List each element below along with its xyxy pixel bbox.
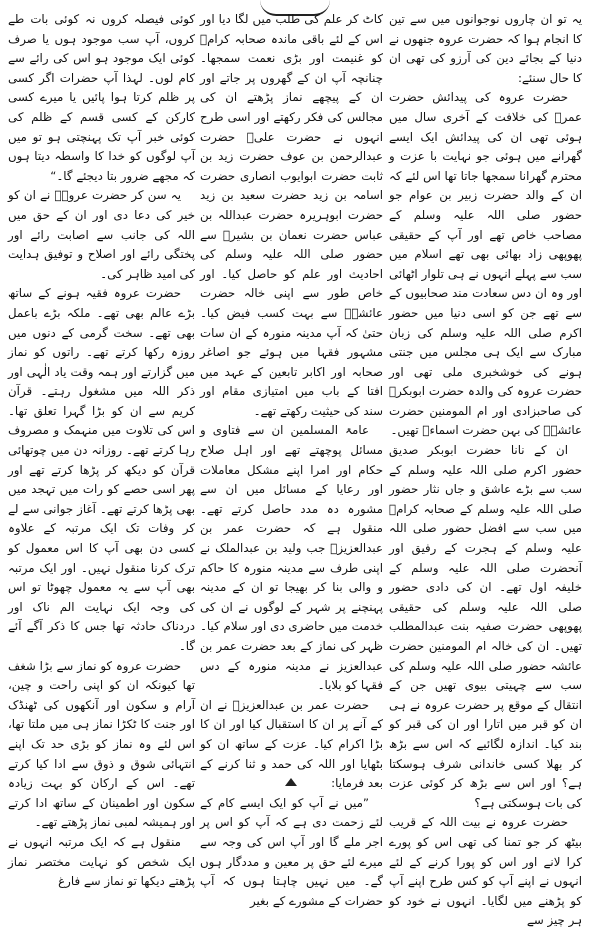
paragraph: حضرت عروہ کو نماز سے بڑا شغف تھا کیونکہ ان کو اپنی راحت و چین، آرام و سکون اور آنکھوں کی ٹھنڈک اور جنت کا ٹکڑا نماز ہی میں ملتا تھا، اس لئے وہ نماز کو بڑی حد تک اپنے انتہائی شوق و ذوق سے ادا کیا کرتے تھے۔ اس کے ارکان کو بہت زیادہ سکون اور اطمینان کے ساتھ ادا کرتے اور ہمیشہ لمبی نماز پڑھتے تھے۔ xyxy=(8,658,195,830)
text-column-right xyxy=(389,10,582,928)
paragraph: حضرت عروہ نے بیت اللہ کے قریب بیٹھ کر جو تمنا کی تھی اس کو پورے کرا لانے اور اس کو پورا کرنے کے لئے انہوں نے اپنے آپ کو کس طرح اپنے آپ کو پڑھنے میں لگایا۔ انہوں نے خود کو ہر چیز سے xyxy=(389,815,582,928)
paragraph: منقول ہے کہ ایک مرتبہ انہوں نے ایک شخص کو نہایت مختصر نماز پڑھتے دیکھا تو نماز سے فارغ xyxy=(8,834,195,889)
paragraph: عامۃ المسلمین ان سے فتاوی و مسائل پوچھتے تھے اور اہل صلاح حکام اور امرا اپنے مشکل معاملات اور رعایا کے مسائل میں ان سے مشورہ دہ مدد حاصل کرتے تھے۔ منقول ہے کہ حضرت عمر بن عبدالعزیزؒ جب ولید بن عبدالملک نے اپنی طرف سے مدینہ منورہ کا حاکم و والی بنا کر بھیجا تو ان کے مدینہ پہنچنے پر شہر کے لوگوں نے ان کی خدمت میں حاضری دی اور سلام کیا۔ ظہر کی نماز کے بعد حضرت عمر بن عبدالعزیز نے مدینہ منورہ کے دس فقہا کو بلایا۔ xyxy=(200,423,383,693)
quote-paragraph: ”میں نے آپ کو ایک ایسے کام کے لئے زحمت دی ہے کہ آپ کو اس پر اجر ملے گا اور آپ اس کی وجہ سے میرے لئے حق پر معین و مددگار ہوں گے۔ میں نہیں چاہتا ہوں کہ آپ حضرات کے مشورے کے بغیر xyxy=(200,795,383,908)
paragraph: حضرت عروہ کی پیدائش حضرت عمرؓ کی خلافت کے آخری سال میں ہوئی تھی ان کی پیدائش ایک ایسے گھرانے میں ہوئی جو نہایت با عزت و محترم گھرانا سمجھا جاتا تھا اس لئے کہ ان کے والد حضرت زبیر بن عوام جو حضور صلی اللہ علیہ وسلم کے مصاحب خاص تھے اور آپ کے حقیقی پھوپھی زاد بھائی بھی تھے اسلام میں سب سے پہلے انہوں نے ہی تلوار اٹھائی اور وہ ان دس سعادت مند صحابیوں کے سے تھے جن کو اسی دنیا میں حضور اکرم صلی اللہ علیہ وسلم کی زبان مبارک سے ایک ہی مجلس میں جنتی ہونے کی خوشخبری ملی تھی اور حضرت عروہ کی والدہ حضرت ابوبکرؓ کی صاحبزادی اور ام المومنین حضرت عائشہؓ کی بہن حضرت اسماءؓ تھیں۔ xyxy=(389,90,582,438)
paragraph: یہ سن کر حضرت عروہؓ نے ان کو خیر کی دعا دی اور ان کے حق میں اللہ کی جانب سے اصابت رائے اور پختگی رائے اور اصلاح و توفیق ہدایت کی امید ظاہر کی۔ xyxy=(8,188,195,281)
paragraph: ان کے نانا حضرت ابوبکر صدیق حضور اکرم صلی اللہ علیہ وسلم کے سب سے بڑے عاشق و جاں نثار حضور صلی اللہ علیہ وسلم کے صحابہ کرامؓ میں سب سے افضل حضور صلی اللہ علیہ وسلم کے ہجرت کے رفیق اور آنحضرت صلی اللہ علیہ وسلم کے خلیفہ اول تھے۔ ان کی دادی حضور صلی اللہ علیہ وسلم کی حقیقی پھوپھی حضرت صفیہ بنت عبدالمطلب تھیں۔ ان کی خالہ ام المومنین حضرت عائشہ حضور صلی اللہ علیہ وسلم کی سب سے چہیتی بیوی تھیں جن کے انتقال کے موقع پر حضرت عروہ نے ہی ان کو قبر میں اتارا اور ان کی قبر کو بند کیا۔ اندازہ لگائیے کہ اس سے بڑھ کر بھلا کسی خاندانی شرف ہوسکتا ہے؟ اور اس سے بڑھ کر کوئی عزت کی بات ہوسکتی ہے؟ xyxy=(389,443,582,810)
paragraph: حضرت عروہ فقیہ ہونے کے ساتھ بڑے عالم بھی تھے۔ ملکہ بڑے باعمل بھی تھے۔ سخت گرمی کے دنوں میں روزہ رکھا کرتے تھے۔ راتوں کو نماز میں گزارتے اور ہمہ وقت یاد الٰہی اور ذکر اللہ میں مشغول رہتے۔ قرآن کریم سے ان کو بڑا گہرا تعلق تھا۔ اس کی تلاوت میں منہمک و مصروف رہا کرتے تھے۔ روزانہ دن میں چوتھائی قرآن کو دیکھ کر پڑھا کرتے تھے اور پھر اسی حصے کو رات میں تہجد میں بھی پڑھا کرتے تھے۔ آغاز جوانی سے لے کر وفات تک ایک مرتبہ کے علاوہ کسی دن بھی آپ کا اس معمول کو ترک کرنا منقول نہیں۔ اور ایک مرتبہ بھی آپ سے یہ معمول چھوٹا تو اس کی وجہ ایک نہایت الم ناک اور دردناک حادثہ تھا جس کا ذکر آگے آئے گا۔ xyxy=(8,286,195,653)
paragraph: کاٹ کر علم کی طلب میں لگا دیا اور اس کے لئے باقی ماندہ صحابہ کرامؓ کو غنیمت اور بڑی نعمت سمجھا۔ چنانچہ آپ ان کے گھروں پر جاتے اور ان کے پیچھے نماز پڑھتے ان کی مجالس کی فکر رکھتے اور اسی طرح انہوں نے حضرت علیؓ حضرت عبدالرحمن بن عوف حضرت زید بن ثابت حضرت ابوایوب انصاری حضرت اسامہ بن زید حضرت سعید بن زید حضرت ابوہریرہ حضرت عبداللہ بن عباس حضرت نعمان بن بشیرؓ سے حضور صلی اللہ علیہ وسلم کی احادیث اور علم کو حاصل کیا۔ اور خاص طور سے اپنی خالہ حضرت عائشہؓ سے بہت کسب فیض کیا۔ حتیٰ کہ آپ مدینہ منورہ کے ان سات مشہور فقہا میں ہوئے جو اصاغر صحابہ اور اکابر تابعین کے عہد میں افتا کے باب میں امتیازی مقام اور سند کی حیثیت رکھتے تھے۔ xyxy=(200,12,383,418)
paragraph: کوئی فیصلہ کروں نہ کوئی بات طے کروں، آپ سب موجود ہوں یا صرف کوئی ایک موجود ہو اس کی رائے سے کام لوں۔ لہذا آپ حضرات اگر کسی پر ظلم کرتا ہوا پائیں یا میرے کسی کارکن کے کسی قسم کے ظلم کی کوئی خبر آپ تک پہنچتی ہو تو میں آپ لوگوں کو خدا کا واسطہ دیتا ہوں کہ مجھے ضرور بتا دیجئے گا۔“ xyxy=(8,12,195,183)
paragraph: یہ تو ان چاروں نوجوانوں میں سے تین کا انجام ہوا کہ حضرت عروہ جنھوں نے دنیا کے بجائے دین کی آرزو کی تھی ان کا حال سنئے: xyxy=(389,12,582,85)
footer-ornament xyxy=(285,778,297,786)
text-column-middle xyxy=(200,10,383,908)
text-column-left xyxy=(8,10,195,889)
paragraph: حضرت عمر بن عبدالعزیزؒ نے ان کے آنے پر ان کا استقبال کیا اور ان کا بڑا اکرام کیا۔ عزت کے ساتھ ان کو بٹھایا اور اللہ کی حمد و ثنا کرنے کے بعد فرمایا: xyxy=(200,697,383,791)
